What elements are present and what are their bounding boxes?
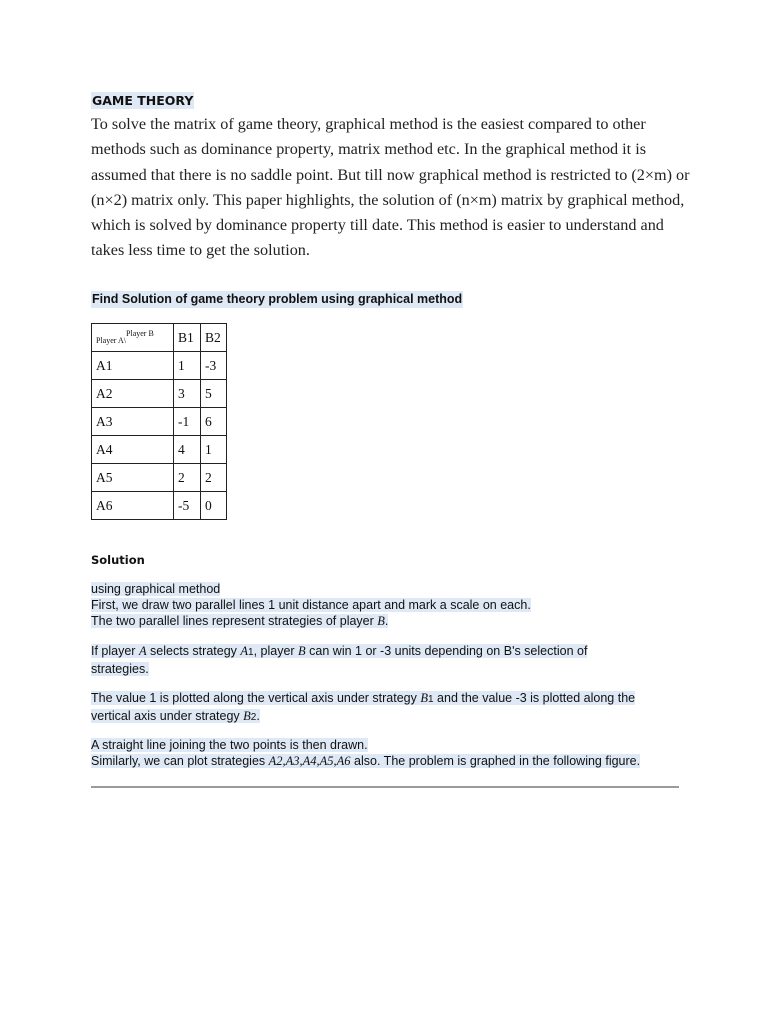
table-cell: 2 bbox=[201, 464, 227, 492]
math-variable: B bbox=[243, 709, 251, 723]
document-page bbox=[91, 92, 691, 768]
math-variable: B bbox=[377, 614, 385, 628]
table-header-row bbox=[92, 324, 227, 352]
solution-line: using graphical method bbox=[91, 582, 221, 596]
math-variable: B bbox=[420, 691, 428, 705]
table-corner-cell: Player A\$^{Player B}$ bbox=[92, 324, 174, 352]
text-run: and the value -3 is plotted along the bbox=[433, 691, 636, 705]
solution-line bbox=[91, 644, 587, 658]
table-cell: 3 bbox=[174, 380, 201, 408]
table-cell: 4 bbox=[174, 436, 201, 464]
solution-line: strategies. bbox=[91, 662, 149, 676]
document-heading: GAME THEORY bbox=[92, 93, 194, 108]
solution-paragraph-4 bbox=[91, 737, 691, 769]
row-label: A5 bbox=[92, 464, 174, 492]
solution-line bbox=[91, 614, 388, 628]
math-subscript: 2 bbox=[250, 712, 257, 723]
solution-heading: Solution bbox=[91, 553, 145, 567]
table-cell: 0 bbox=[201, 492, 227, 520]
text-run: If player bbox=[91, 644, 139, 658]
problem-heading: Find Solution of game theory problem using graphical method bbox=[92, 292, 463, 306]
table-cell: 5 bbox=[201, 380, 227, 408]
column-player-label: Player B bbox=[126, 328, 154, 338]
table-cell: -3 bbox=[201, 352, 227, 380]
table-row bbox=[92, 464, 227, 492]
math-variable: A2,A3,A4,A5,A6 bbox=[268, 754, 351, 768]
horizontal-divider bbox=[91, 786, 679, 788]
table-row bbox=[92, 436, 227, 464]
solution-paragraph-1 bbox=[91, 581, 691, 629]
solution-line: First, we draw two parallel lines 1 unit distance apart and mark a scale on each. bbox=[91, 598, 531, 612]
text-run: can win 1 or -3 units depending on B's selection of bbox=[305, 644, 588, 658]
table-cell: -1 bbox=[174, 408, 201, 436]
text-run: . bbox=[256, 709, 260, 723]
text-run: , player bbox=[253, 644, 299, 658]
table-cell: -5 bbox=[174, 492, 201, 520]
text-run: vertical axis under strategy bbox=[91, 709, 244, 723]
math-subscript: 1 bbox=[248, 647, 254, 658]
text-run: . bbox=[384, 614, 389, 628]
solution-line bbox=[91, 754, 640, 768]
text-run: The two parallel lines represent strategies of player bbox=[91, 614, 378, 628]
math-variable: A bbox=[138, 644, 147, 658]
table-row bbox=[92, 492, 227, 520]
payoff-matrix-table bbox=[91, 323, 227, 520]
table-cell: 1 bbox=[174, 352, 201, 380]
column-header: B2 bbox=[201, 324, 227, 352]
column-header: B1 bbox=[174, 324, 201, 352]
text-run: The value 1 is plotted along the vertical axis under strategy bbox=[91, 691, 421, 705]
solution-line bbox=[91, 709, 260, 723]
solution-line bbox=[91, 691, 635, 705]
math-subscript: 1 bbox=[428, 694, 434, 705]
table-cell: 6 bbox=[201, 408, 227, 436]
solution-line: A straight line joining the two points is then drawn. bbox=[91, 738, 368, 752]
math-variable: A bbox=[240, 644, 249, 658]
table-cell: 2 bbox=[174, 464, 201, 492]
text-run: also. The problem is graphed in the following figure. bbox=[350, 754, 641, 768]
math-variable: B bbox=[298, 644, 306, 658]
row-label: A2 bbox=[92, 380, 174, 408]
row-label: A1 bbox=[92, 352, 174, 380]
solution-paragraph-2 bbox=[91, 643, 691, 677]
row-label: A4 bbox=[92, 436, 174, 464]
solution-paragraph-3 bbox=[91, 690, 691, 726]
table-row bbox=[92, 352, 227, 380]
table-row bbox=[92, 380, 227, 408]
text-run: Similarly, we can plot strategies bbox=[91, 754, 269, 768]
table-row bbox=[92, 408, 227, 436]
row-label: A3 bbox=[92, 408, 174, 436]
text-run: selects strategy bbox=[146, 644, 241, 658]
intro-paragraph: To solve the matrix of game theory, graphical method is the easiest compared to other methods such as dominance property, matrix method etc. In the graphical method it is assumed that there is no saddle point. But till now graphical method is restricted to (2×m) or (n×2) matrix only. This paper highlights, the solution of (n×m) matrix by graphical method, which is solved by dominance property till date. This method is easier to understand and takes less time to get the solution. bbox=[91, 115, 690, 260]
row-player-label: Player A bbox=[96, 335, 124, 345]
table-cell: 1 bbox=[201, 436, 227, 464]
row-label: A6 bbox=[92, 492, 174, 520]
